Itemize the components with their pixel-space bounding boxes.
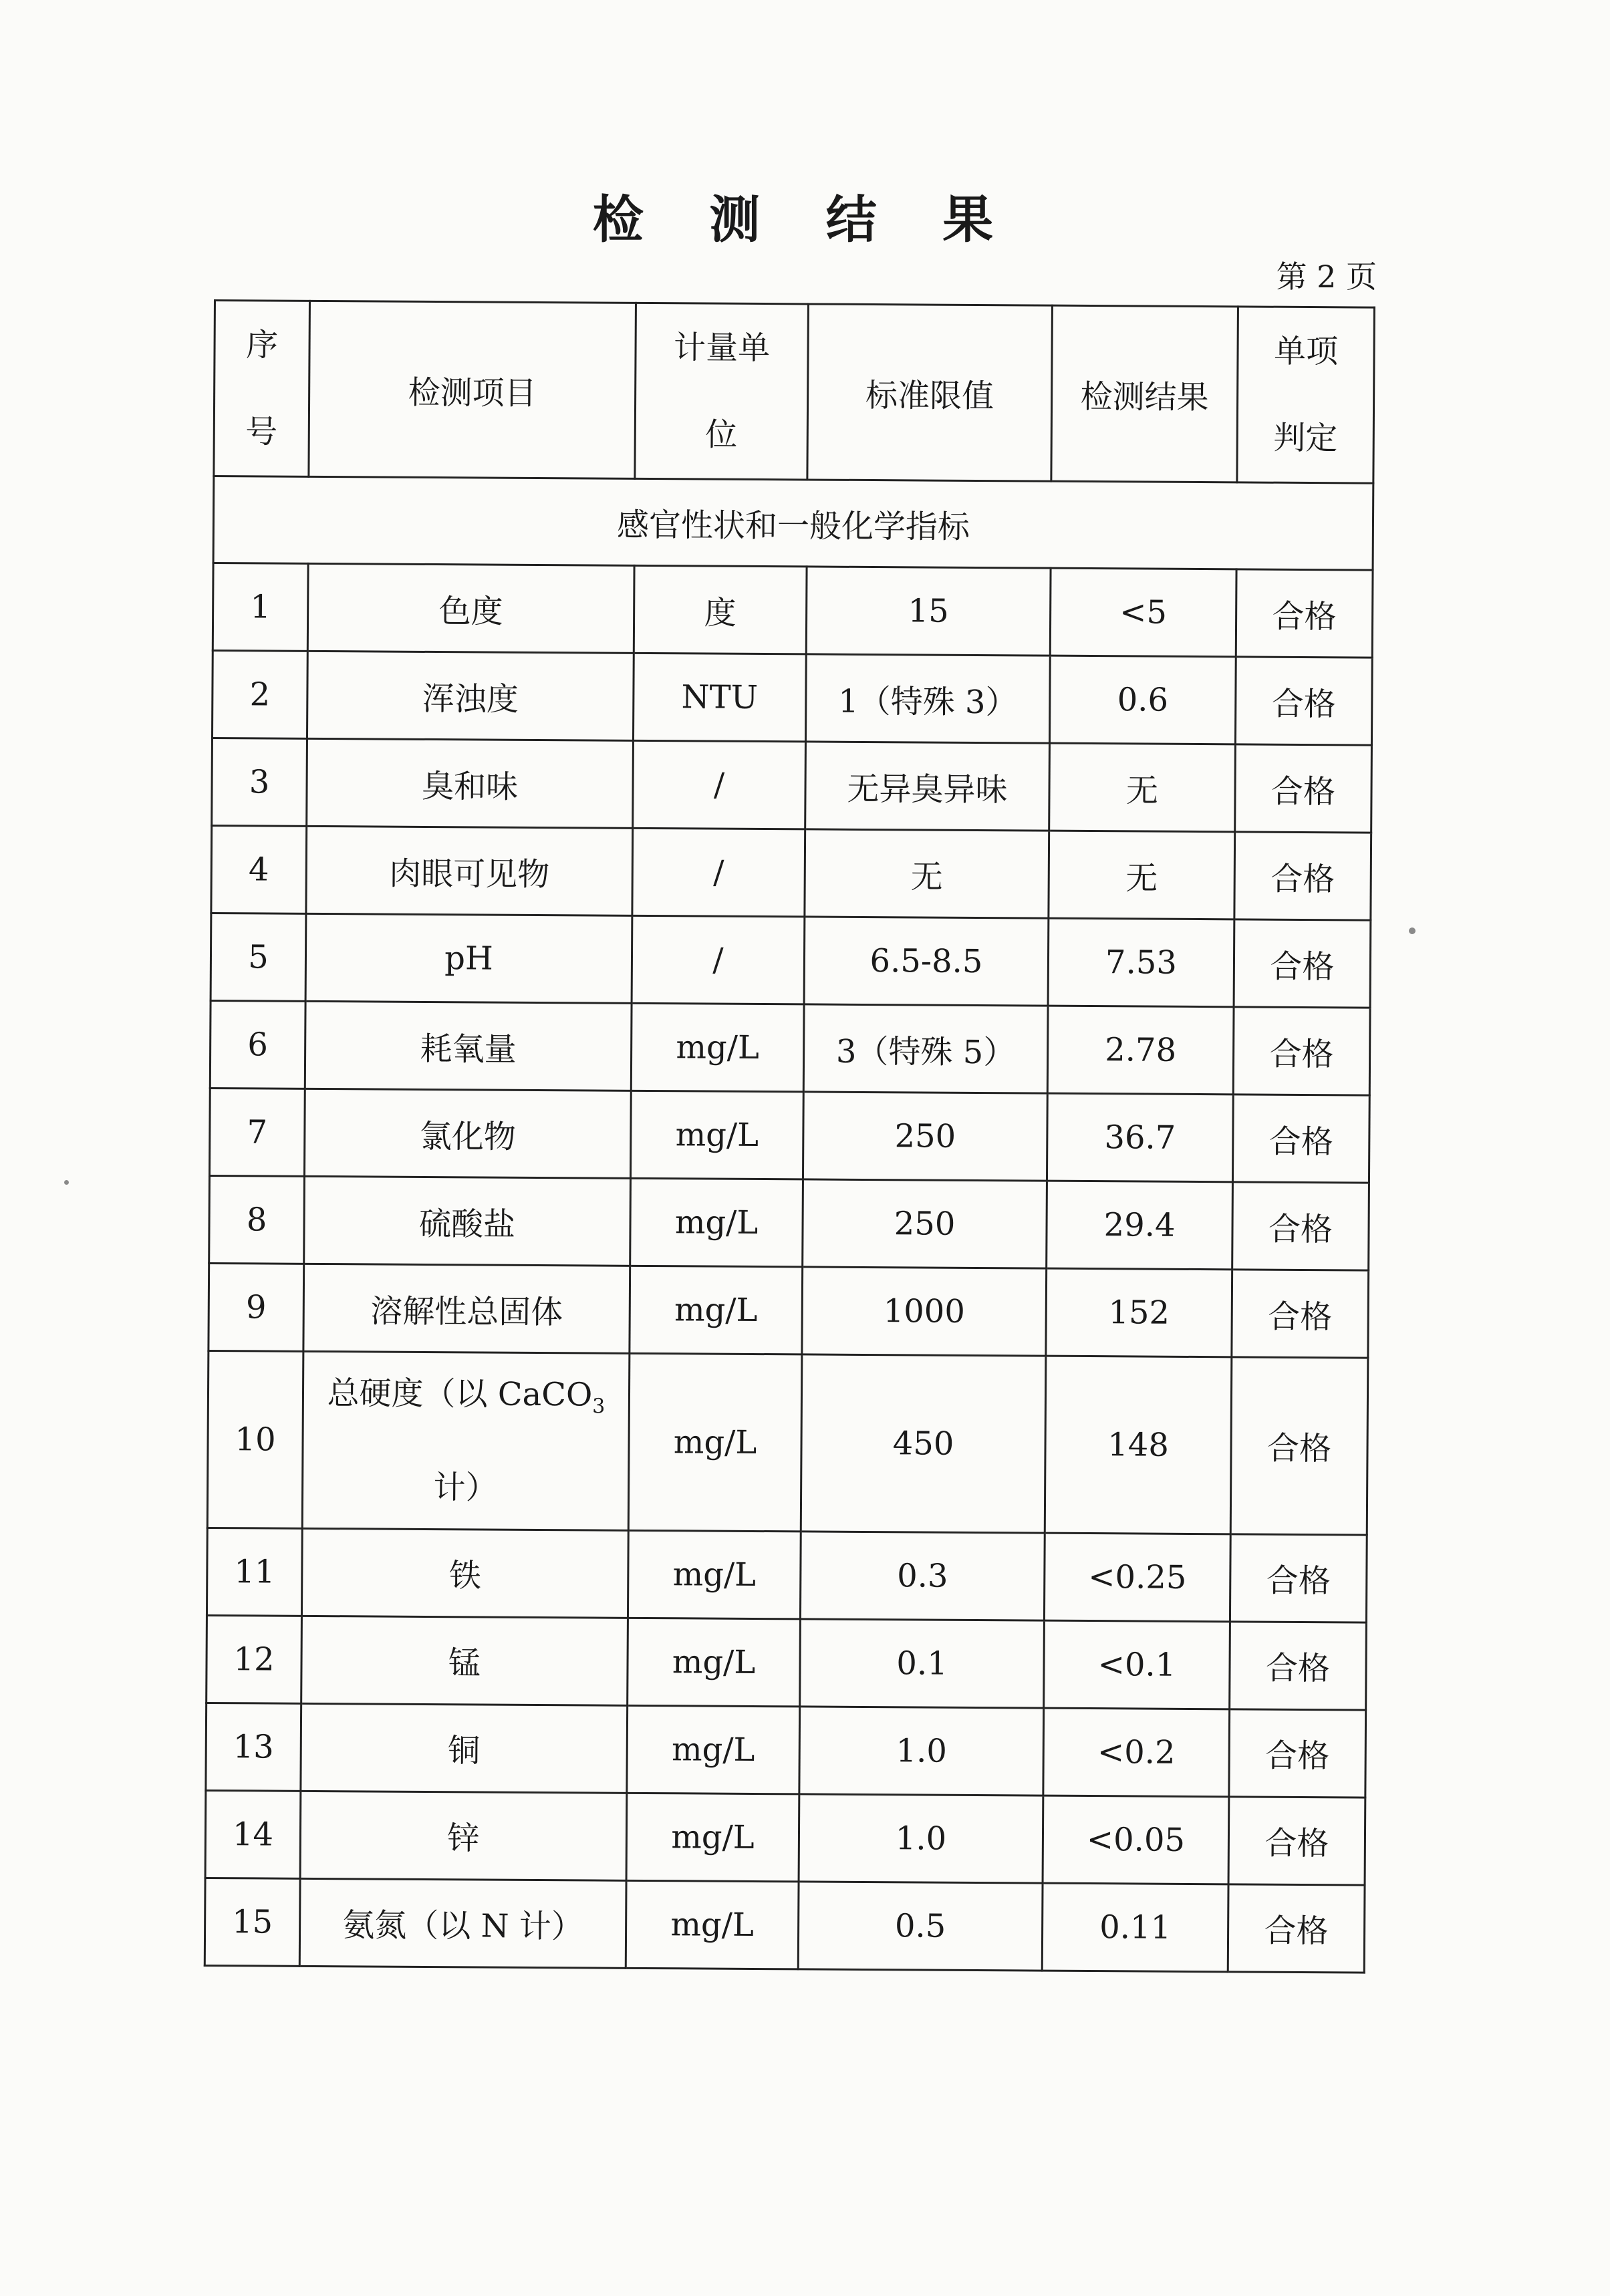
section-title: 感官性状和一般化学指标 bbox=[213, 476, 1373, 571]
cell-judge: 合格 bbox=[1232, 1270, 1369, 1358]
cell-limit: 15 bbox=[806, 567, 1051, 656]
cell-result: 无 bbox=[1049, 831, 1235, 919]
table-row bbox=[211, 825, 1371, 920]
table-row bbox=[213, 563, 1373, 658]
cell-no: 14 bbox=[205, 1790, 301, 1878]
cell-unit: mg/L bbox=[628, 1353, 802, 1531]
page-title: 检 测 结 果 bbox=[592, 190, 1018, 249]
cell-judge: 合格 bbox=[1235, 657, 1372, 745]
cell-result: 无 bbox=[1049, 743, 1236, 832]
header-seq: 序 号 bbox=[214, 301, 310, 477]
cell-limit: 0.3 bbox=[800, 1531, 1045, 1620]
table-row bbox=[206, 1703, 1366, 1798]
cell-no: 5 bbox=[211, 913, 306, 1001]
cell-item-line2: 计） bbox=[433, 1468, 498, 1507]
header-result: 检测结果 bbox=[1051, 305, 1238, 482]
header-judge: 单项 判定 bbox=[1237, 307, 1375, 483]
cell-result: 0.6 bbox=[1049, 656, 1236, 744]
cell-result: <0.2 bbox=[1043, 1708, 1230, 1797]
cell-unit: / bbox=[632, 828, 805, 917]
cell-item: 肉眼可见物 bbox=[306, 826, 633, 915]
cell-limit: 1（特殊 3） bbox=[805, 654, 1050, 743]
cell-result: <0.1 bbox=[1044, 1620, 1230, 1709]
page-number: 第 2 页 bbox=[1276, 259, 1377, 295]
cell-unit: mg/L bbox=[627, 1705, 800, 1794]
cell-limit: 250 bbox=[803, 1092, 1047, 1181]
cell-unit: mg/L bbox=[626, 1793, 799, 1882]
cell-unit: mg/L bbox=[630, 1091, 803, 1179]
cell-judge: 合格 bbox=[1230, 1534, 1367, 1622]
cell-item: 铜 bbox=[301, 1703, 628, 1793]
table-row bbox=[209, 1088, 1369, 1183]
cell-judge: 合格 bbox=[1233, 1007, 1370, 1095]
table-row bbox=[212, 650, 1372, 745]
scan-speck bbox=[64, 1180, 69, 1185]
cell-no: 12 bbox=[207, 1615, 302, 1703]
cell-limit: 0.1 bbox=[800, 1618, 1045, 1707]
cell-limit: 1000 bbox=[802, 1267, 1047, 1356]
cell-result: <5 bbox=[1050, 568, 1236, 657]
cell-judge: 合格 bbox=[1234, 832, 1371, 920]
cell-item: 色度 bbox=[307, 563, 634, 653]
cell-result: 36.7 bbox=[1047, 1093, 1233, 1182]
header-unit: 计量单 位 bbox=[635, 303, 809, 480]
cell-judge: 合格 bbox=[1236, 569, 1373, 658]
cell-unit: mg/L bbox=[626, 1880, 799, 1969]
cell-limit: 1.0 bbox=[799, 1793, 1043, 1882]
cell-limit: 6.5-8.5 bbox=[804, 917, 1049, 1006]
table-row bbox=[212, 738, 1372, 833]
cell-unit: NTU bbox=[633, 653, 806, 742]
cell-limit: 0.5 bbox=[798, 1881, 1043, 1970]
cell-judge: 合格 bbox=[1232, 1095, 1369, 1183]
cell-unit: mg/L bbox=[628, 1530, 801, 1619]
table-row bbox=[207, 1528, 1367, 1622]
cell-item: 溶解性总固体 bbox=[303, 1264, 630, 1353]
cell-no: 6 bbox=[210, 1000, 305, 1089]
cell-limit: 无 bbox=[805, 829, 1049, 918]
table-row bbox=[210, 1000, 1370, 1095]
cell-limit: 1.0 bbox=[799, 1706, 1044, 1795]
cell-no: 8 bbox=[209, 1175, 305, 1264]
cell-unit: / bbox=[633, 740, 806, 829]
cell-judge: 合格 bbox=[1229, 1709, 1366, 1797]
header-item: 检测项目 bbox=[309, 301, 636, 478]
cell-item: 硫酸盐 bbox=[304, 1176, 631, 1266]
cell-judge: 合格 bbox=[1230, 1357, 1368, 1535]
cell-item bbox=[302, 1351, 630, 1530]
results-table bbox=[204, 299, 1375, 1973]
cell-unit: mg/L bbox=[630, 1266, 803, 1354]
table-row bbox=[207, 1615, 1367, 1710]
table-row bbox=[209, 1175, 1369, 1270]
cell-no: 3 bbox=[212, 738, 307, 826]
cell-result: 7.53 bbox=[1048, 918, 1234, 1007]
cell-judge: 合格 bbox=[1228, 1796, 1365, 1884]
cell-item: 耗氧量 bbox=[305, 1001, 632, 1091]
cell-judge: 合格 bbox=[1230, 1621, 1367, 1709]
cell-item: 浑浊度 bbox=[307, 651, 634, 740]
scan-speck bbox=[1409, 927, 1416, 934]
cell-limit: 3（特殊 5） bbox=[803, 1004, 1048, 1093]
cell-limit: 无异臭异味 bbox=[805, 742, 1050, 831]
cell-result: <0.05 bbox=[1043, 1796, 1229, 1884]
cell-item: 氯化物 bbox=[304, 1089, 631, 1178]
cell-judge: 合格 bbox=[1234, 919, 1371, 1008]
cell-result: 2.78 bbox=[1047, 1006, 1234, 1095]
cell-no: 15 bbox=[205, 1878, 300, 1966]
cell-item: 铁 bbox=[301, 1528, 628, 1618]
cell-result: 29.4 bbox=[1047, 1181, 1233, 1270]
cell-limit: 450 bbox=[801, 1354, 1046, 1533]
table-row bbox=[205, 1878, 1365, 1973]
cell-item: 臭和味 bbox=[307, 738, 634, 828]
cell-judge: 合格 bbox=[1232, 1182, 1369, 1270]
section-row bbox=[213, 476, 1373, 571]
cell-item-line1: 总硬度（以 CaCO$_3$ bbox=[327, 1375, 606, 1419]
header-limit: 标准限值 bbox=[807, 304, 1053, 481]
table-row bbox=[207, 1350, 1368, 1534]
cell-no: 4 bbox=[211, 825, 307, 913]
cell-result: 152 bbox=[1046, 1268, 1232, 1357]
cell-judge: 合格 bbox=[1228, 1884, 1365, 1972]
cell-unit: 度 bbox=[634, 565, 807, 654]
cell-judge: 合格 bbox=[1235, 744, 1372, 833]
table-row bbox=[205, 1790, 1365, 1885]
cell-no: 10 bbox=[207, 1350, 303, 1528]
cell-no: 9 bbox=[209, 1263, 304, 1351]
header-row bbox=[214, 301, 1375, 484]
cell-result: 0.11 bbox=[1042, 1883, 1228, 1972]
cell-result: <0.25 bbox=[1044, 1533, 1230, 1622]
cell-item: 氨氮（以 N 计） bbox=[299, 1878, 626, 1968]
cell-item: 锰 bbox=[301, 1616, 628, 1705]
cell-no: 2 bbox=[212, 650, 307, 738]
cell-limit: 250 bbox=[803, 1179, 1047, 1268]
cell-unit: mg/L bbox=[630, 1178, 803, 1267]
cell-unit: / bbox=[632, 915, 805, 1004]
cell-no: 7 bbox=[209, 1088, 305, 1176]
cell-no: 1 bbox=[213, 563, 308, 652]
table-row bbox=[211, 913, 1371, 1008]
cell-no: 11 bbox=[207, 1528, 302, 1616]
cell-unit: mg/L bbox=[628, 1618, 801, 1707]
cell-item: pH bbox=[305, 913, 632, 1003]
cell-result: 148 bbox=[1045, 1356, 1232, 1534]
cell-no: 13 bbox=[206, 1703, 301, 1791]
table-row bbox=[209, 1263, 1369, 1358]
cell-item: 锌 bbox=[300, 1791, 627, 1880]
cell-unit: mg/L bbox=[631, 1003, 804, 1092]
